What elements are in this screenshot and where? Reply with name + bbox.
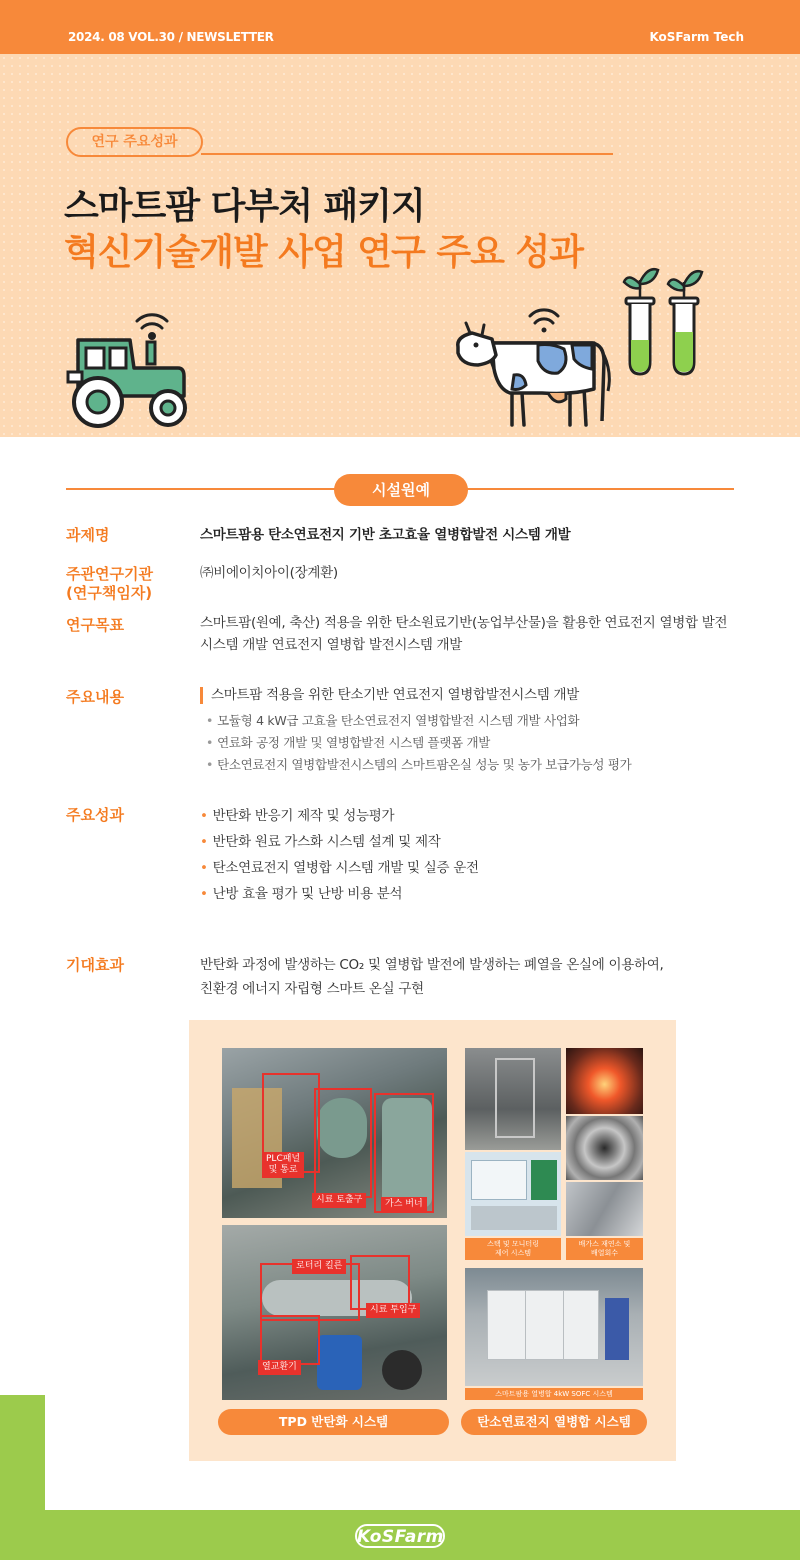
effect-value xyxy=(200,953,663,1001)
project-value: 스마트팜용 탄소연료전지 기반 초고효율 열병합발전 시스템 개발 xyxy=(200,527,571,543)
effect-line2: 친환경 에너지 자립형 스마트 온실 구현 xyxy=(200,981,424,997)
results-label: 주요성과 xyxy=(66,806,124,824)
list-item: • 탄소연료전지 열병합 시스템 개발 및 실증 운전 xyxy=(200,860,479,876)
category-badge: 연구 주요성과 xyxy=(66,127,203,157)
wifi-icon xyxy=(137,315,167,339)
issue-label: 2024. 08 VOL.30 / NEWSLETTER xyxy=(68,30,274,44)
photo-caption: 스마트팜용 열병합 4kW SOFC 시스템 xyxy=(465,1388,643,1400)
brand-label: KoSFarm Tech xyxy=(649,30,744,44)
photo-caption: 배가스 재연소 및 배열회수 xyxy=(566,1238,643,1260)
photo-tag: 열교환기 xyxy=(258,1360,301,1375)
highlight-box xyxy=(374,1093,434,1213)
page-title-line2: 혁신기술개발 사업 연구 주요 성과 xyxy=(64,232,583,273)
fuelcell-flame-photo xyxy=(566,1048,643,1114)
photo-tag: 시료 토출구 xyxy=(312,1193,366,1208)
badge-divider xyxy=(201,153,613,155)
tpd-system-label: TPD 반탄화 시스템 xyxy=(218,1409,449,1435)
section-category-pill: 시설원예 xyxy=(334,474,468,506)
content-label: 주요내용 xyxy=(66,688,124,706)
photo-caption: 스택 및 모니터링 제어 시스템 xyxy=(465,1238,561,1260)
content-value xyxy=(200,687,631,776)
cow-icon xyxy=(452,303,612,433)
fuelcell-system-label: 탄소연료전지 열병합 시스템 xyxy=(461,1409,647,1435)
effect-label: 기대효과 xyxy=(66,956,124,974)
page-title-line1: 스마트팜 다부처 패키지 xyxy=(64,186,425,227)
fuelcell-coil-photo xyxy=(566,1116,643,1180)
goal-value xyxy=(200,612,727,656)
institution-label xyxy=(66,565,153,603)
project-label: 과제명 xyxy=(66,526,110,544)
content-main-item: 스마트팜 적용을 위한 탄소기반 연료전지 열병합발전시스템 개발 xyxy=(200,687,631,704)
effect-line1: 반탄화 과정에 발생하는 CO₂ 및 열병합 발전에 발생하는 폐열을 온실에 이용하여, xyxy=(200,957,664,973)
test-tube-icon xyxy=(618,262,708,382)
fuelcell-stack-photo xyxy=(465,1048,561,1150)
results-value xyxy=(200,803,479,907)
list-item: • 모듈형 4 kW급 고효율 탄소연료전지 열병합발전 시스템 개발 사업화 xyxy=(206,713,580,728)
institution-label-main: 주관연구기관 xyxy=(66,565,153,583)
fuelcell-system-photo xyxy=(465,1268,643,1386)
photo-tag: PLC패널 및 통로 xyxy=(262,1152,304,1178)
highlight-box xyxy=(260,1315,320,1365)
photo-tag: 로터리 킬른 xyxy=(292,1259,346,1274)
highlight-box xyxy=(350,1255,410,1310)
list-item: • 반탄화 반응기 제작 및 성능평가 xyxy=(200,808,395,824)
kosfarm-logo: KoSFarm xyxy=(355,1524,445,1548)
tractor-icon xyxy=(60,310,195,430)
goal-label: 연구목표 xyxy=(66,616,124,634)
list-item: • 난방 효율 평가 및 난방 비용 분석 xyxy=(200,886,403,902)
top-bar xyxy=(0,0,800,54)
fuelcell-duct-photo xyxy=(566,1182,643,1236)
institution-label-sub: (연구책임자) xyxy=(66,584,153,602)
list-item: • 반탄화 원료 가스화 시스템 설계 및 제작 xyxy=(200,834,441,850)
photo-tag: 가스 버너 xyxy=(381,1197,427,1212)
institution-value: ㈜비에이치아이(장계환) xyxy=(200,565,338,581)
photo-tag: 시료 투입구 xyxy=(366,1303,420,1318)
fuelcell-monitor-photo xyxy=(465,1152,561,1236)
highlight-box xyxy=(314,1088,372,1198)
goal-line1: 스마트팜(원예, 축산) 적용을 위한 탄소원료기반(농업부산물)을 활용한 연료전지 열병합 발전 xyxy=(200,615,728,631)
list-item: • 연료화 공정 개발 및 열병합발전 시스템 플랫폼 개발 xyxy=(206,735,491,750)
list-item: • 탄소연료전지 열병합발전시스템의 스마트팜온실 성능 및 농가 보급가능성 평가 xyxy=(206,757,632,772)
goal-line2: 시스템 개발 연료전지 열병합 발전시스템 개발 xyxy=(200,637,463,653)
